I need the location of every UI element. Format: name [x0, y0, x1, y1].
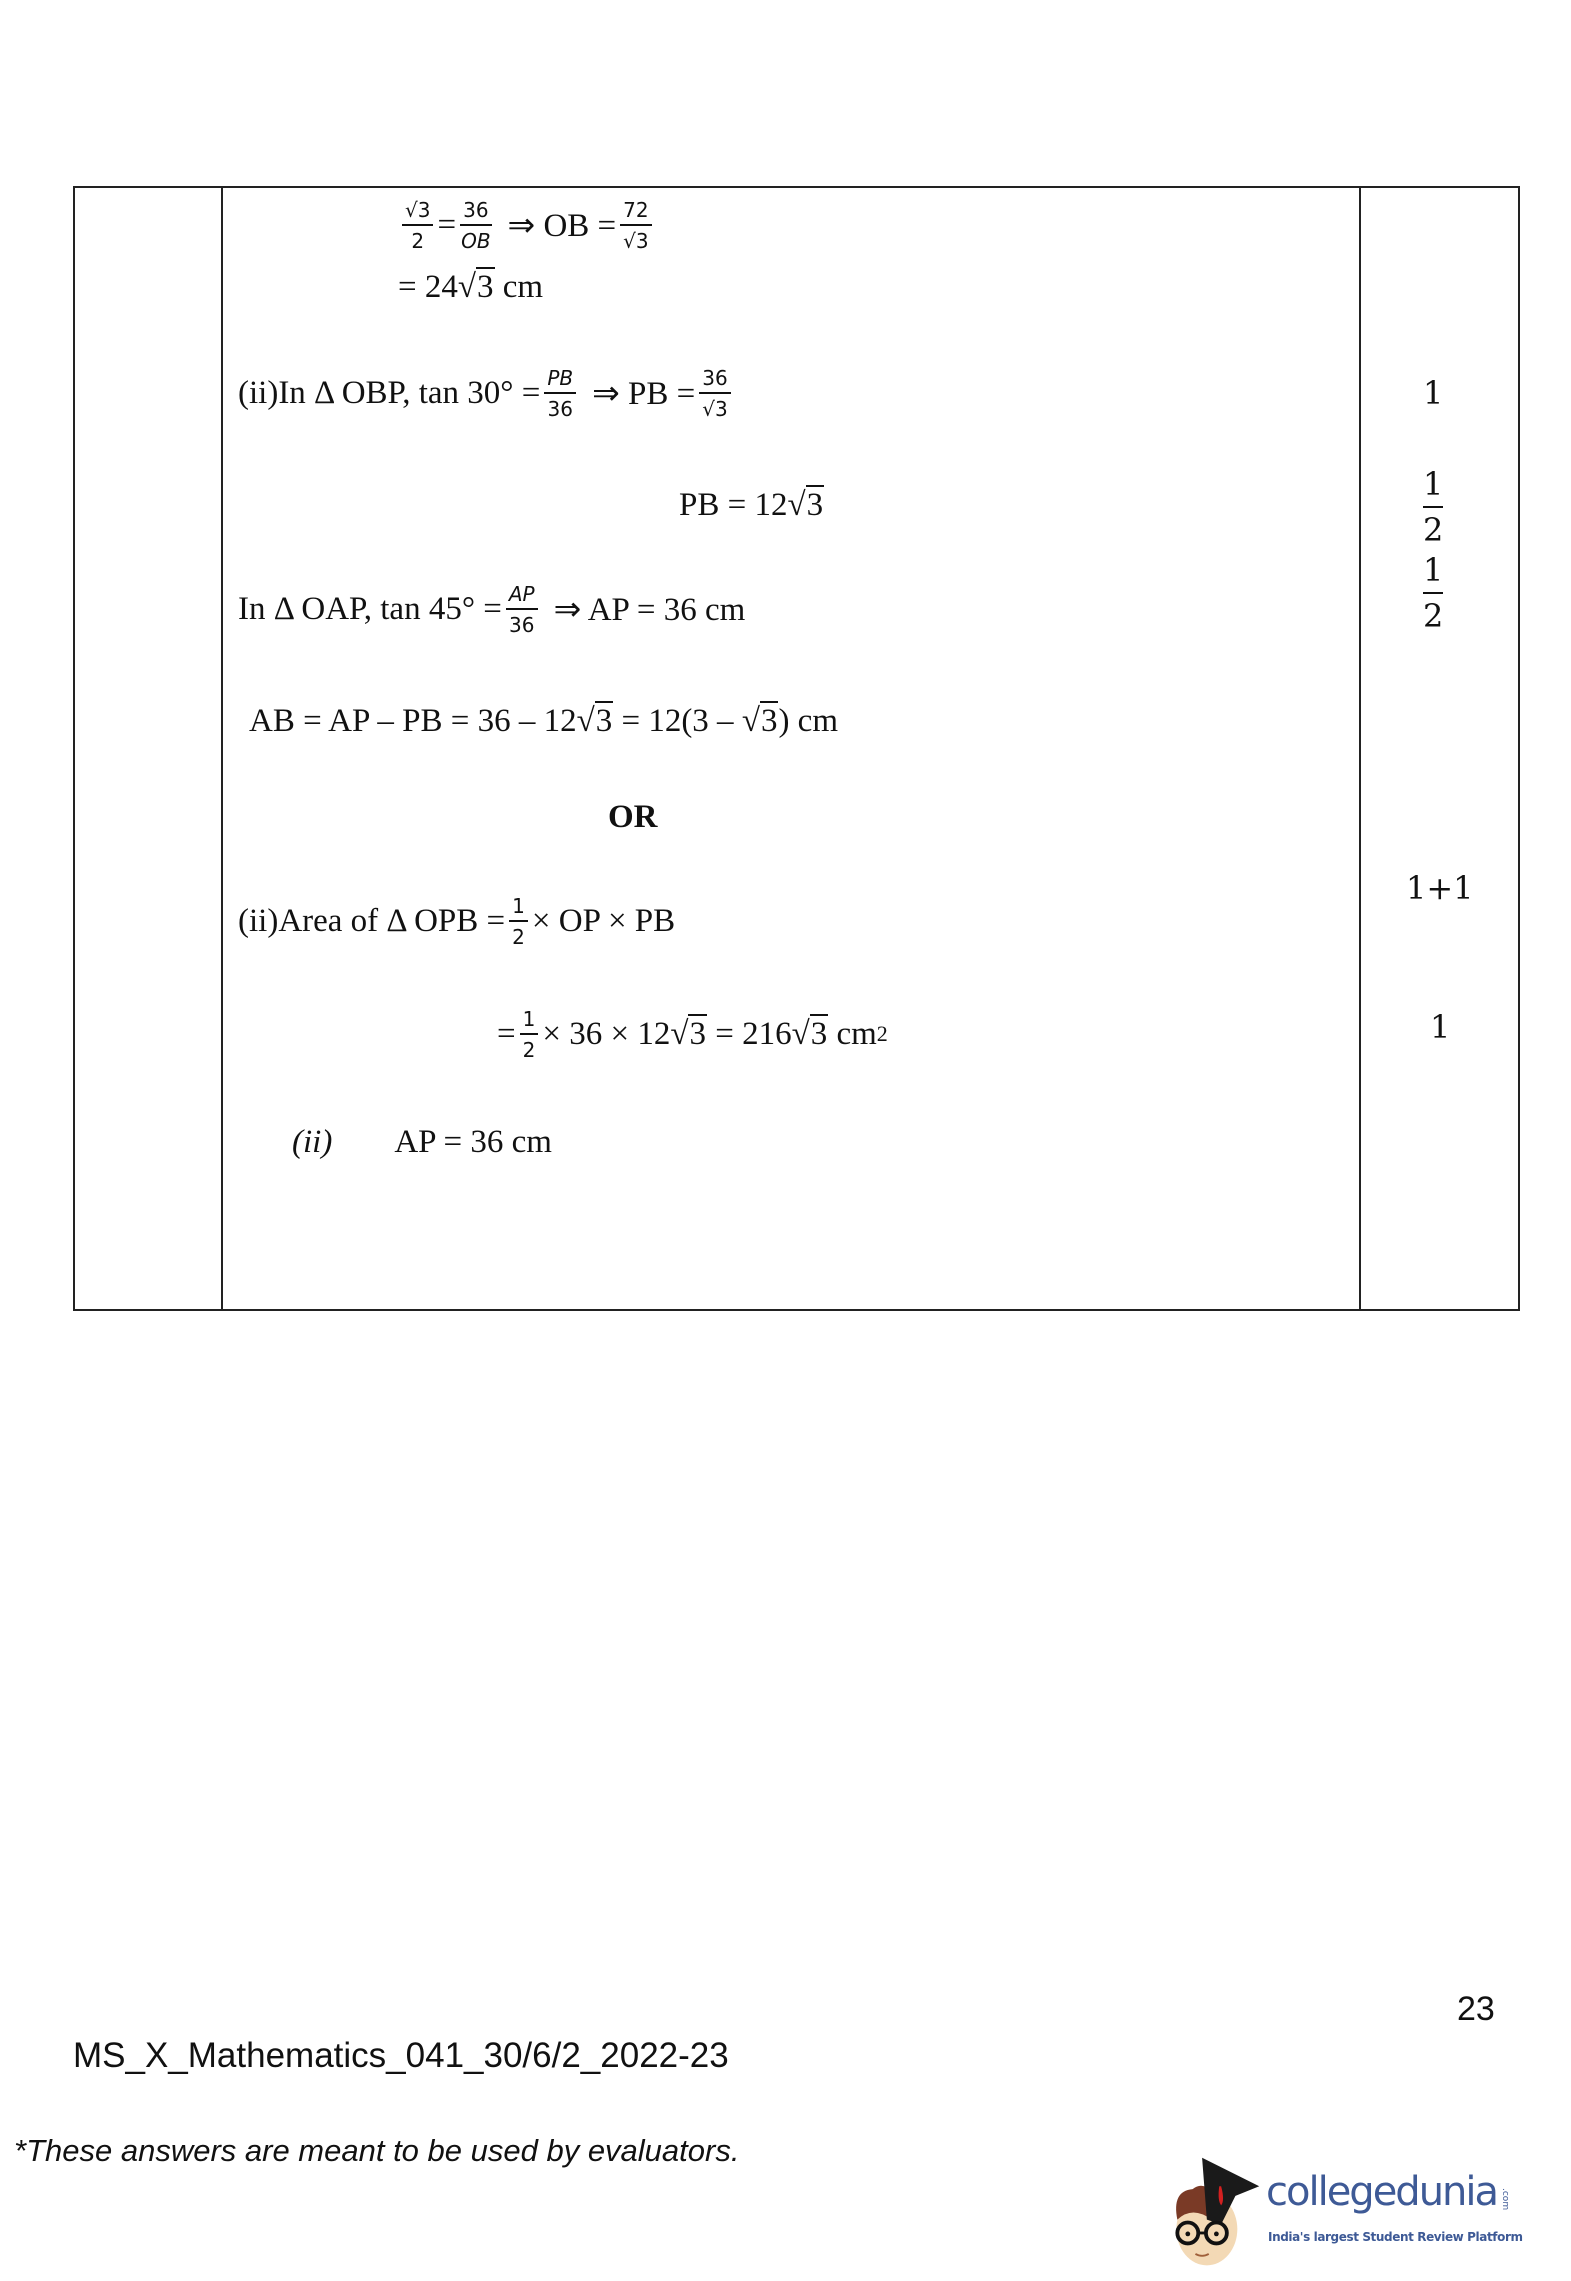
numerator: 72 — [620, 198, 651, 226]
text: AB = AP – PB = 36 – 12 — [249, 702, 577, 739]
unit: cm — [836, 1015, 877, 1052]
collegedunia-logo[interactable] — [1164, 2150, 1569, 2275]
part-label: (ii) — [292, 1123, 333, 1160]
step-area-result — [497, 994, 888, 1074]
implies-text: ⇒ PB = — [592, 376, 696, 412]
text: = — [497, 1015, 516, 1052]
mark-half — [1423, 552, 1443, 634]
mark-1: 1 — [1423, 374, 1444, 412]
sqrt: √3 — [670, 1015, 706, 1052]
denominator: 36 — [509, 612, 535, 637]
step-pb-result — [679, 465, 824, 545]
text: (ii)In Δ OBP, tan 30° = — [238, 374, 541, 411]
document-code: MS_X_Mathematics_041_30/6/2_2022-23 — [73, 2036, 729, 2075]
denominator: OB — [461, 228, 491, 253]
sqrt: √3 — [576, 702, 613, 739]
text: AP = 36 cm — [394, 1123, 552, 1160]
numerator: 1 — [1423, 551, 1444, 589]
denominator: 2 — [1423, 597, 1444, 635]
step-ap-equation — [238, 569, 745, 649]
mark-half — [1423, 466, 1443, 548]
text: (ii)Area of Δ OPB = — [238, 902, 506, 939]
numerator: 1 — [520, 1007, 539, 1035]
logo-brand: collegedunia — [1266, 2169, 1498, 2215]
step-area-formula — [238, 881, 675, 961]
denominator: 2 — [1423, 511, 1444, 549]
sqrt: √3 — [791, 1015, 828, 1052]
column-divider — [1359, 186, 1361, 1311]
radicand: 3 — [595, 702, 613, 739]
radicand: 3 — [477, 268, 494, 305]
evaluator-note: *These answers are meant to be used by evaluators. — [14, 2133, 740, 2168]
step-ab-result — [249, 681, 838, 761]
mascot-icon — [1164, 2150, 1264, 2275]
logo-com: .com — [1500, 2187, 1511, 2210]
exponent: 2 — [876, 1021, 888, 1046]
denominator: 2 — [512, 924, 525, 949]
numerator: √3 — [402, 198, 433, 226]
denominator: 2 — [522, 1037, 536, 1062]
sqrt: √3 — [787, 486, 824, 523]
step-ap-answer — [292, 1102, 552, 1182]
numerator: 36 — [460, 198, 491, 226]
text: PB = 12 — [679, 486, 788, 523]
denominator: √3 — [623, 228, 649, 253]
radicand: 3 — [810, 1015, 828, 1052]
mark-1-plus-1: 1+1 — [1406, 869, 1474, 907]
denominator: 36 — [547, 396, 573, 421]
text: = 12(3 – — [621, 702, 734, 739]
unit: cm — [502, 268, 544, 305]
text: = 24 — [398, 268, 458, 305]
fraction-bar — [1423, 506, 1443, 508]
column-divider — [221, 186, 223, 1311]
numerator: 1 — [1423, 465, 1444, 503]
numerator: 1 — [509, 894, 528, 922]
radicand: 3 — [806, 486, 824, 523]
mark-1: 1 — [1430, 1008, 1451, 1046]
numerator: 36 — [699, 366, 730, 394]
text: In Δ OAP, tan 45° = — [238, 590, 502, 627]
text: × OP × PB — [531, 902, 676, 939]
text: = 216 — [715, 1015, 792, 1052]
text: ⇒ AP = 36 cm — [553, 592, 746, 628]
or-separator: OR — [608, 798, 658, 835]
page-number: 23 — [1457, 1990, 1495, 2028]
text: × 36 × 12 — [542, 1015, 671, 1052]
sqrt: √3 — [457, 268, 494, 305]
sqrt: √3 — [741, 702, 778, 739]
numerator: AP — [506, 582, 538, 610]
step-pb-equation — [238, 353, 735, 433]
text: ) cm — [778, 702, 838, 739]
step-ob-result — [398, 247, 543, 327]
fraction-bar — [1423, 592, 1443, 594]
numerator: PB — [544, 366, 576, 394]
radicand: 3 — [760, 702, 778, 739]
equals: = — [437, 206, 457, 243]
implies-text: ⇒ OB = — [507, 208, 617, 244]
logo-tagline: India's largest Student Review Platform — [1268, 2230, 1523, 2244]
denominator: 2 — [411, 228, 425, 253]
radicand: 3 — [689, 1015, 706, 1052]
denominator: √3 — [702, 396, 728, 421]
logo-wordmark — [1266, 2168, 1510, 2216]
